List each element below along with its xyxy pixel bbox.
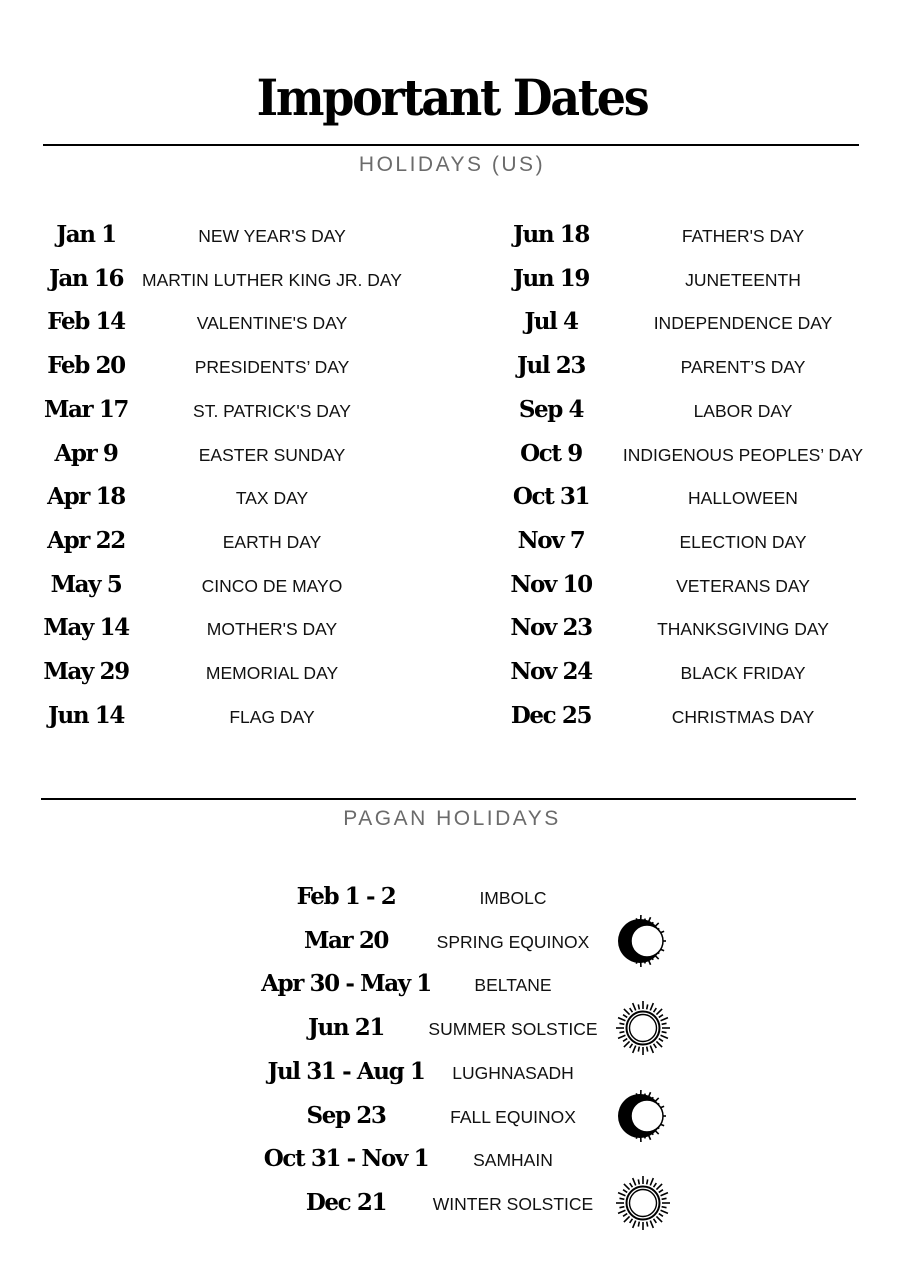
us-holiday-left-date: Feb 14 bbox=[47, 308, 125, 336]
us-holiday-right-name: CHRISTMAS DAY bbox=[671, 706, 815, 727]
page-title: Important Dates bbox=[256, 68, 648, 127]
pagan-holiday-date: Sep 23 bbox=[306, 1101, 386, 1129]
us-holiday-right-date: Nov 10 bbox=[510, 570, 592, 598]
pagan-holiday-name: FALL EQUINOX bbox=[450, 1106, 576, 1127]
us-holiday-right-name: BLACK FRIDAY bbox=[680, 663, 806, 683]
section-heading-us-holidays: HOLIDAYS (US) bbox=[358, 153, 546, 176]
us-holiday-left-date: May 29 bbox=[43, 658, 129, 685]
eclipse-icon bbox=[614, 912, 672, 970]
us-holiday-right-row bbox=[0, 659, 904, 703]
us-holiday-right-date: Oct 31 bbox=[512, 483, 590, 511]
pagan-holiday-row bbox=[0, 1103, 904, 1147]
pagan-holiday-name: LUGHNASADH bbox=[452, 1062, 574, 1083]
us-holiday-right-row bbox=[0, 484, 904, 528]
pagan-holiday-date: Mar 20 bbox=[303, 926, 389, 954]
us-holiday-left-date: Feb 20 bbox=[47, 352, 125, 380]
us-holiday-right-row bbox=[0, 266, 904, 310]
us-holiday-left-date: Apr 22 bbox=[47, 526, 125, 554]
us-holiday-right-date: Nov 7 bbox=[517, 526, 585, 554]
us-holiday-right-name: INDEPENDENCE DAY bbox=[653, 313, 833, 334]
us-holiday-right-row bbox=[0, 309, 904, 353]
pagan-holiday-row bbox=[0, 884, 904, 928]
us-holiday-left-name: NEW YEAR'S DAY bbox=[198, 226, 346, 246]
us-holiday-left-name: TAX DAY bbox=[235, 488, 309, 509]
us-holiday-right-name: THANKSGIVING DAY bbox=[657, 619, 829, 640]
pagan-holiday-name: WINTER SOLSTICE bbox=[432, 1193, 594, 1214]
pagan-holiday-date: Dec 21 bbox=[305, 1188, 387, 1216]
pagan-holiday-row bbox=[0, 928, 904, 972]
pagan-holiday-row bbox=[0, 1059, 904, 1103]
pagan-holiday-row bbox=[0, 1015, 904, 1059]
us-holiday-right-name: HALLOWEEN bbox=[688, 488, 798, 509]
divider-pagan bbox=[41, 798, 856, 800]
us-holiday-right-row bbox=[0, 222, 904, 266]
divider-top bbox=[43, 144, 859, 146]
us-holiday-left-name: ST. PATRICK'S DAY bbox=[193, 400, 351, 421]
us-holiday-right-name: FATHER'S DAY bbox=[681, 226, 805, 246]
us-holiday-left-name: FLAG DAY bbox=[229, 706, 315, 727]
pagan-holiday-row bbox=[0, 1190, 904, 1234]
us-holiday-right-name: LABOR DAY bbox=[693, 400, 793, 421]
pagan-holiday-name: BELTANE bbox=[474, 975, 552, 996]
sun-icon bbox=[614, 999, 672, 1057]
pagan-holiday-row bbox=[0, 971, 904, 1015]
pagan-holiday-name: IMBOLC bbox=[479, 888, 547, 908]
pagan-holiday-date: Feb 1 - 2 bbox=[296, 883, 396, 910]
us-holiday-left-date: May 5 bbox=[50, 570, 122, 598]
us-holiday-left-date: Jan 1 bbox=[56, 221, 116, 248]
us-holiday-left-name: EASTER SUNDAY bbox=[198, 444, 346, 465]
us-holiday-right-name: ELECTION DAY bbox=[679, 531, 807, 552]
pagan-holiday-date: Apr 30 - May 1 bbox=[261, 970, 431, 998]
section-heading-pagan-holidays: PAGAN HOLIDAYS bbox=[343, 807, 561, 830]
sun-icon bbox=[614, 1174, 672, 1232]
us-holiday-right-date: Sep 4 bbox=[518, 395, 584, 423]
us-holiday-right-row bbox=[0, 441, 904, 485]
us-holiday-left-date: Jan 16 bbox=[48, 264, 124, 292]
us-holiday-left-name: MARTIN LUTHER KING JR. DAY bbox=[142, 269, 402, 290]
us-holiday-left-date: Apr 9 bbox=[54, 439, 118, 467]
us-holiday-left-name: VALENTINE'S DAY bbox=[196, 313, 348, 334]
us-holiday-right-row bbox=[0, 572, 904, 616]
us-holiday-right-row bbox=[0, 528, 904, 572]
pagan-holiday-date: Jun 21 bbox=[308, 1014, 384, 1042]
us-holiday-left-name: EARTH DAY bbox=[222, 531, 322, 552]
us-holiday-right-date: Nov 24 bbox=[510, 658, 592, 685]
pagan-holiday-date: Jul 31 - Aug 1 bbox=[267, 1057, 425, 1085]
us-holiday-right-row bbox=[0, 353, 904, 397]
pagan-holiday-date: Oct 31 - Nov 1 bbox=[263, 1145, 429, 1173]
us-holiday-right-date: Oct 9 bbox=[520, 439, 582, 467]
us-holiday-right-date: Jun 19 bbox=[513, 264, 589, 292]
pagan-holiday-row bbox=[0, 1146, 904, 1190]
pagan-holiday-name: SPRING EQUINOX bbox=[436, 931, 590, 952]
us-holiday-right-row bbox=[0, 397, 904, 441]
us-holiday-left-name: MOTHER'S DAY bbox=[206, 619, 338, 640]
us-holiday-left-date: Mar 17 bbox=[43, 395, 129, 423]
us-holiday-right-name: PARENT’S DAY bbox=[680, 357, 806, 378]
us-holiday-left-name: CINCO DE MAYO bbox=[201, 575, 343, 596]
us-holiday-right-date: Jul 23 bbox=[517, 352, 585, 380]
us-holiday-right-name: VETERANS DAY bbox=[676, 575, 810, 596]
us-holiday-right-row bbox=[0, 615, 904, 659]
us-holiday-left-date: Apr 18 bbox=[47, 483, 125, 511]
us-holiday-left-date: May 14 bbox=[43, 614, 129, 642]
us-holiday-left-name: MEMORIAL DAY bbox=[205, 663, 339, 683]
us-holiday-right-date: Nov 23 bbox=[510, 614, 592, 642]
us-holiday-left-date: Jun 14 bbox=[48, 701, 124, 729]
us-holiday-right-date: Dec 25 bbox=[510, 701, 592, 729]
eclipse-icon bbox=[614, 1087, 672, 1145]
us-holiday-right-row bbox=[0, 703, 904, 747]
us-holiday-right-date: Jul 4 bbox=[524, 308, 578, 336]
us-holiday-right-name: INDIGENOUS PEOPLES’ DAY bbox=[622, 444, 864, 465]
us-holiday-left-name: PRESIDENTS’ DAY bbox=[194, 357, 350, 378]
us-holiday-right-name: JUNETEENTH bbox=[685, 269, 801, 290]
us-holiday-right-date: Jun 18 bbox=[513, 221, 589, 248]
pagan-holiday-name: SUMMER SOLSTICE bbox=[428, 1019, 598, 1040]
pagan-holiday-name: SAMHAIN bbox=[473, 1150, 553, 1171]
